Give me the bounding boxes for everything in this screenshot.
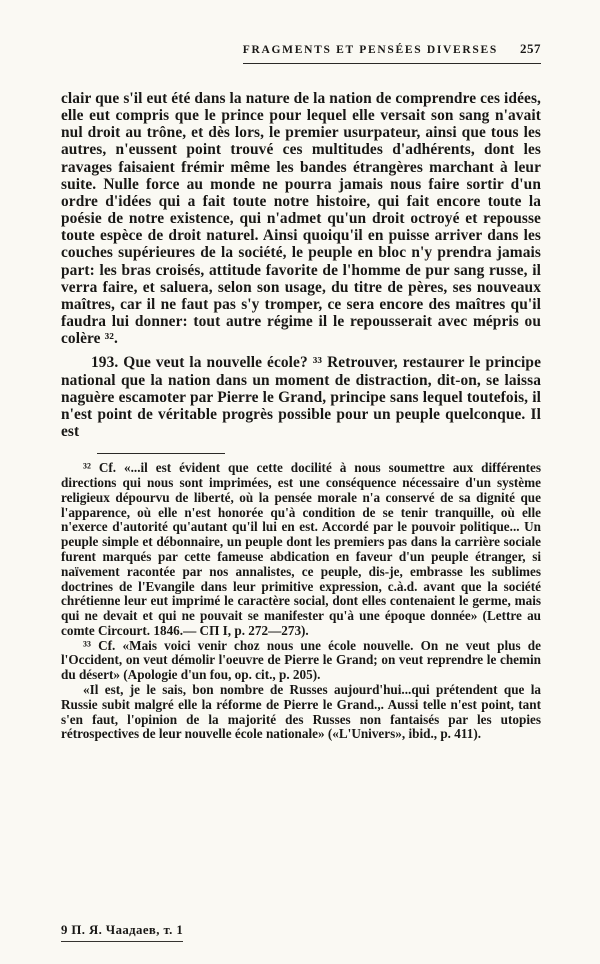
footnote-separator-rule [97,453,225,454]
printers-signature: 9 П. Я. Чаадаев, т. 1 [61,923,183,942]
body-paragraph-193: 193. Que veut la nouvelle école? ³³ Retrouver, restaurer le principe national que la nation dans un moment de distraction, dit-on, se laissa naguère escamoter par Pierre le Grand, principe sans lequel toutefois, il n'est point de véritable progrès possible pour un peuple quelconque. Il est [61,354,541,440]
body-paragraph-continuation: clair que s'il eut été dans la nature de la nation de comprendre ces idées, elle eut compris que le prince pour lequel elle versait son sang n'avait nul droit au trône, et dès lors, le premier usurpateur, ainsi que tous les autres, n'eussent point trouvé ces multitudes d'adhérents, dont les ravages faisaient frémir même les bandes étrangères marchant à leur suite. Nulle force au monde ne pourra jamais nous faire sortir d'un ordre d'idées qui a fait toute notre histoire, qui fait encore toute la poésie de notre existence, qui n'admet qu'un droit octroyé et repousse toute espèce de droit naturel. Ainsi quoiqu'il en puisse arriver dans les couches supérieures de la société, le peuple en bloc n'y prendra jamais part: les bras croisés, attitude favorite de l'homme de pur sang russe, il verra faire, et saluera, selon son usage, du titre de pères, ses nouveaux maîtres, car il ne faut pas s'y tromper, ce sera encore des maîtres qu'il faudra lui donner: tout autre régime il le repousserait avec mépris ou colère ³². [61,90,541,348]
running-header-title: FRAGMENTS ET PENSÉES DIVERSES [242,44,498,56]
footnote-33: ³³ Cf. «Mais voici venir choz nous une école nouvelle. On ne veut plus de l'Occident, on veut démolir l'oeuvre de Pierre le Grand; on veut reprendre le chemin du désert» (Apologie d'un fou, op. cit., p. 205). [61,637,541,683]
running-header-rule [243,40,541,64]
footnotes-block [61,461,541,742]
main-text-block [61,90,541,440]
page-footer [61,923,183,942]
footnote-32: ³² Cf. «...il est évident que cette docilité à nous soumettre aux différentes directions qui nous sont imprimées, est une conséquence nécessaire d'un système religieux dépourvu de liberté, où la pensée morale n'a conservé de sa dignité que l'apparence, où elle n'est honorée qu'à condition de se tenir tranquille, où elle n'exerce d'autorité qu'autant qu'il lui en est. Accordé par le pouvoir politique... Un peuple simple et débonnaire, un peuple dont les premiers pas dans la carrière sociale furent marqués par cette fameuse abdication en faveur d'un peuple étranger, si naïvement racontée par nos annalistes, ce peuple, dis-je, embrasse les sublimes doctrines de l'Evangile dans leur primitive expression, c.à.d. avant que la société chrétienne leur eut imprimé le caractère social, dont elles contenaient le germe, mais qui ne devait et qui ne pouvait se manifester qu'à une époque donnée» (Lettre au comte Circourt. 1846.— СП I, p. 272—273). [61,460,541,638]
page-number: 257 [520,41,541,56]
running-header [61,40,541,64]
footnote-33-continuation: «Il est, je le sais, bon nombre de Russes aujourd'hui...qui prétendent que la Russie subit malgré elle la réforme de Pierre le Grand.,. Aussi telle n'est point, tant s'en faut, l'opinion de la majorité des Russes non fantaisés par les utopies rétrospectives de leur nouvelle école nationale» («L'Univers», ibid., p. 411). [61,682,541,742]
